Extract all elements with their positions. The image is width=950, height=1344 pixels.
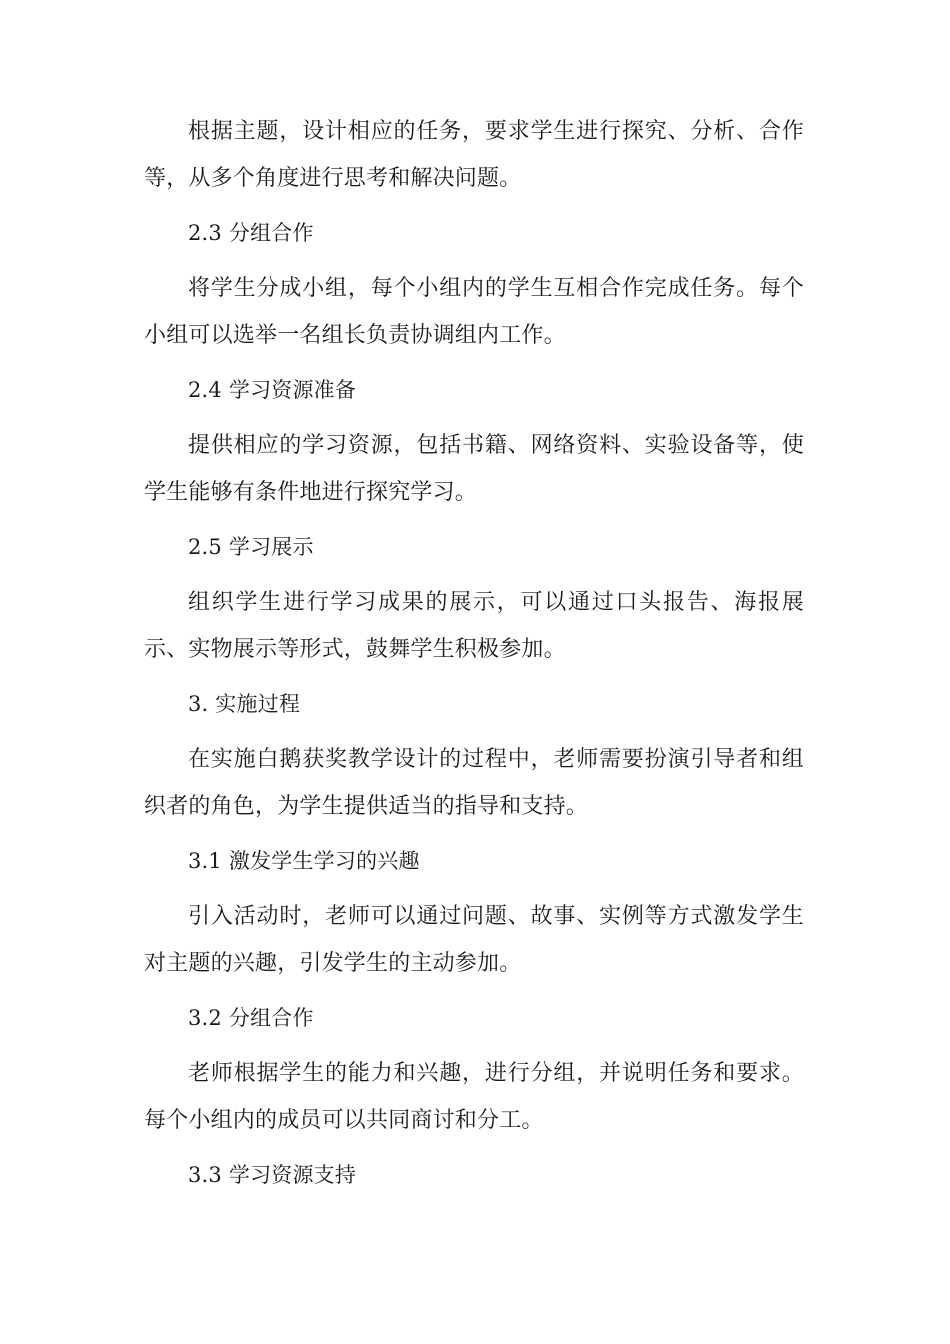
spacer xyxy=(144,571,804,579)
paragraph-learning-showcase: 组织学生进行学习成果的展示，可以通过口头报告、海报展示、实物展示等形式，鼓舞学生积极参加。 xyxy=(144,590,804,662)
section-heading-3-2: 3.2 分组合作 xyxy=(188,1006,314,1030)
spacer xyxy=(144,414,804,422)
section-heading-3: 3. 实施过程 xyxy=(188,692,301,716)
spacer xyxy=(144,830,804,838)
spacer xyxy=(144,202,804,210)
paragraph-implementation: 在实施白鹅获奖教学设计的过程中，老师需要扮演引导者和组织者的角色，为学生提供适当的指导和支持。 xyxy=(144,747,804,819)
spacer xyxy=(144,516,804,524)
spacer xyxy=(144,885,804,893)
paragraph-group-cooperation: 将学生分成小组，每个小组内的学生互相合作完成任务。每个小组可以选举一名组长负责协调组内工作。 xyxy=(144,276,804,348)
spacer xyxy=(144,1042,804,1050)
document-body xyxy=(144,108,804,1199)
paragraph-learning-resources: 提供相应的学习资源，包括书籍、网络资料、实验设备等，使学生能够有条件地进行探究学习。 xyxy=(144,433,804,505)
spacer xyxy=(144,987,804,995)
paragraph-grouping: 老师根据学生的能力和兴趣，进行分组，并说明任务和要求。每个小组内的成员可以共同商讨和分工。 xyxy=(144,1061,804,1133)
section-heading-3-1: 3.1 激发学生学习的兴趣 xyxy=(188,849,420,873)
section-heading-3-3: 3.3 学习资源支持 xyxy=(188,1163,357,1187)
spacer xyxy=(144,359,804,367)
paragraph-task-design: 根据主题，设计相应的任务，要求学生进行探究、分析、合作等，从多个角度进行思考和解决问题。 xyxy=(144,119,804,191)
section-heading-2-3: 2.3 分组合作 xyxy=(188,221,314,245)
paragraph-stimulate-interest: 引入活动时，老师可以通过问题、故事、实例等方式激发学生对主题的兴趣，引发学生的主动参加。 xyxy=(144,904,804,976)
spacer xyxy=(144,1144,804,1152)
spacer xyxy=(144,257,804,265)
spacer xyxy=(144,728,804,736)
section-heading-2-4: 2.4 学习资源准备 xyxy=(188,378,357,402)
spacer xyxy=(144,673,804,681)
section-heading-2-5: 2.5 学习展示 xyxy=(188,535,314,559)
